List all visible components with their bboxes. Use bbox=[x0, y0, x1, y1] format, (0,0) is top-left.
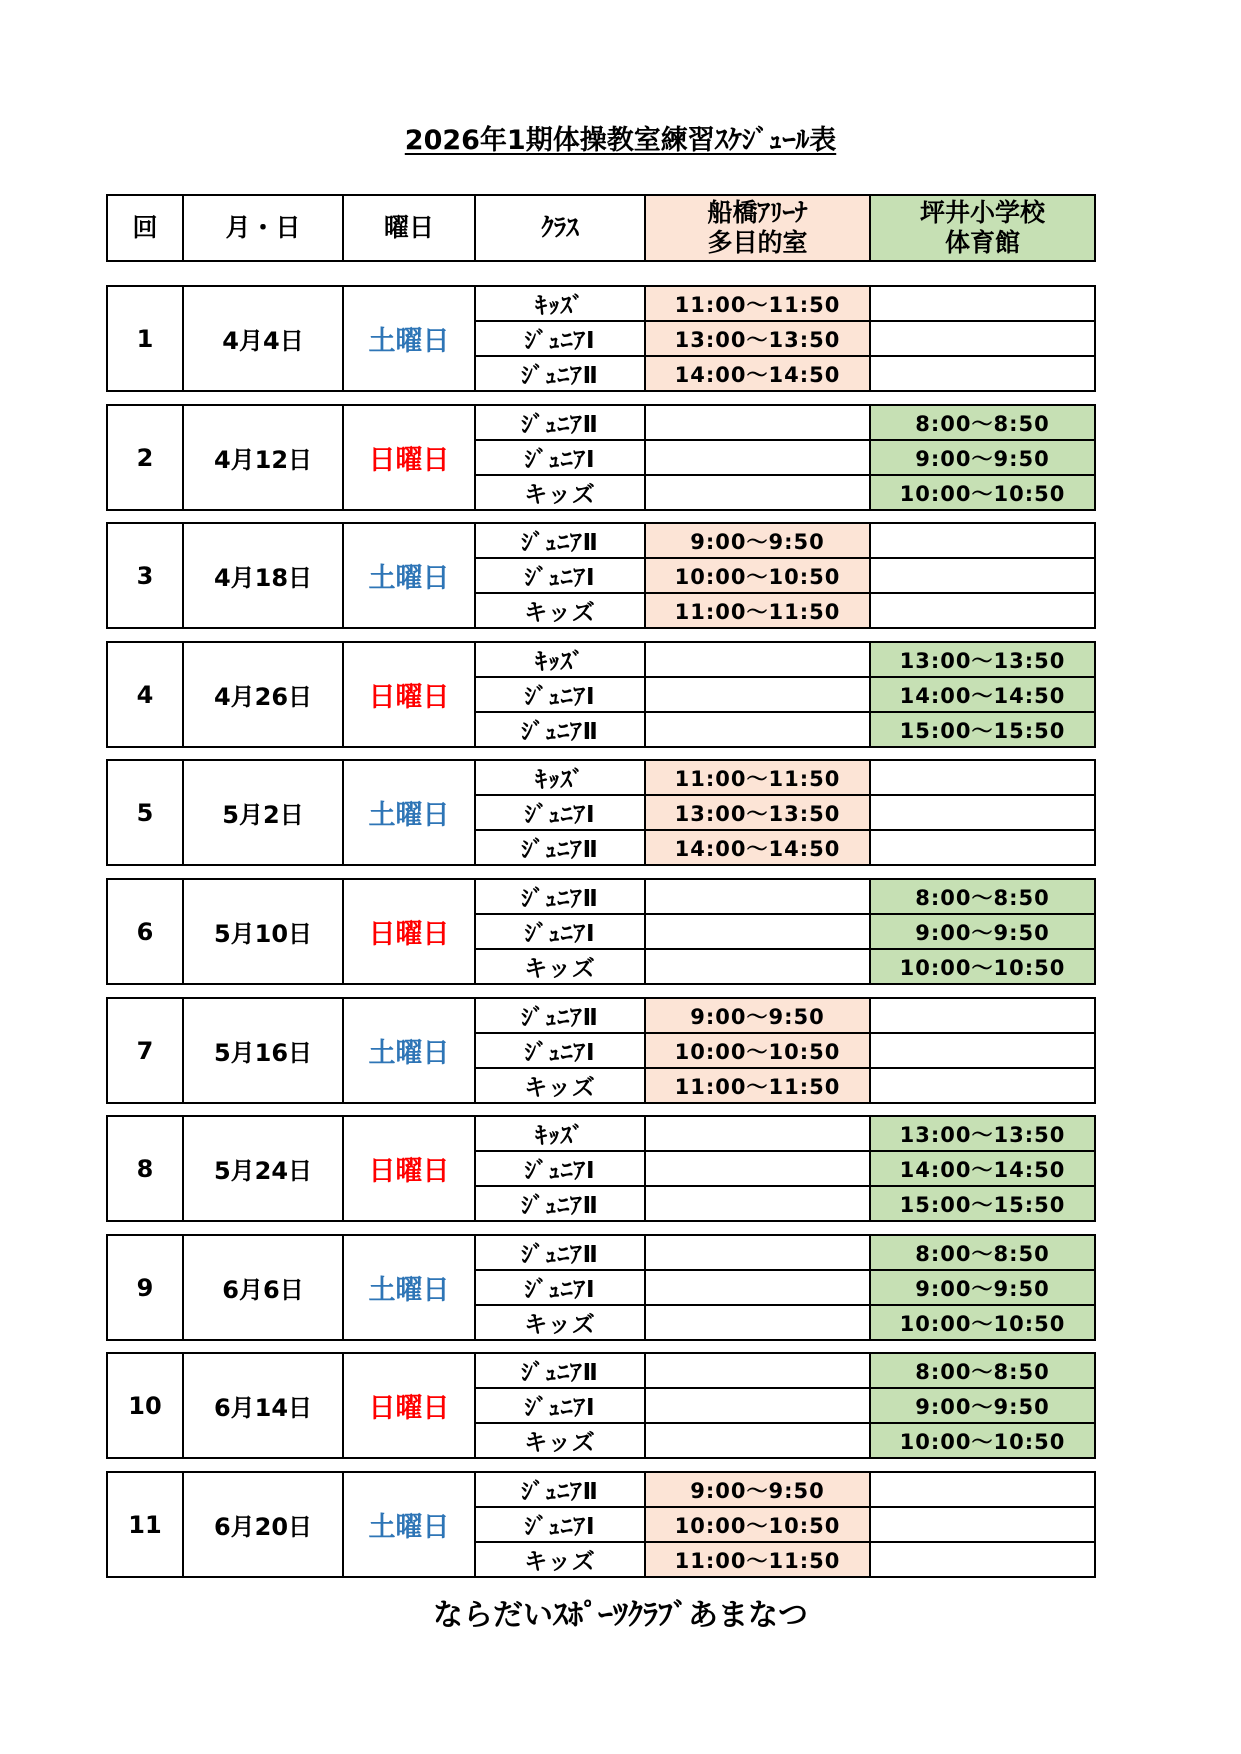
day-sunday: 日曜日 bbox=[343, 1116, 475, 1221]
class-name: ｷｯｽﾞ bbox=[475, 286, 645, 321]
session-number: 4 bbox=[107, 642, 183, 747]
class-name: ｼﾞｭﾆｱⅠ bbox=[475, 440, 645, 475]
session-date: 4月18日 bbox=[183, 523, 343, 628]
venue-a-time: 11:00～11:50 bbox=[645, 286, 870, 321]
session-row bbox=[107, 523, 1095, 558]
session-date: 4月4日 bbox=[183, 286, 343, 391]
session-number: 6 bbox=[107, 879, 183, 984]
page-title-text: 2026年1期体操教室練習ｽｹｼﾞｭｰﾙ表 bbox=[404, 125, 837, 156]
class-name: ｼﾞｭﾆｱⅡ bbox=[475, 879, 645, 914]
venue-b-time bbox=[870, 356, 1095, 391]
class-name: キッズ bbox=[475, 1423, 645, 1458]
venue-a-time: 9:00～9:50 bbox=[645, 1472, 870, 1507]
session-row bbox=[107, 405, 1095, 440]
class-name: ｼﾞｭﾆｱⅠ bbox=[475, 914, 645, 949]
session-date: 4月26日 bbox=[183, 642, 343, 747]
venue-a-time: 11:00～11:50 bbox=[645, 1068, 870, 1103]
venue-a-time bbox=[645, 1388, 870, 1423]
class-name: ｼﾞｭﾆｱⅠ bbox=[475, 1388, 645, 1423]
class-name: ｼﾞｭﾆｱⅡ bbox=[475, 405, 645, 440]
venue-b-time bbox=[870, 321, 1095, 356]
venue-a-time bbox=[645, 1116, 870, 1151]
class-name: ｼﾞｭﾆｱⅡ bbox=[475, 1353, 645, 1388]
session-date: 5月24日 bbox=[183, 1116, 343, 1221]
session-row bbox=[107, 1472, 1095, 1507]
class-name: キッズ bbox=[475, 1068, 645, 1103]
class-name: ｼﾞｭﾆｱⅡ bbox=[475, 523, 645, 558]
venue-a-time bbox=[645, 1151, 870, 1186]
header-venue-a-line1: 船橋ｱﾘｰﾅ bbox=[707, 198, 808, 227]
venue-b-time: 15:00～15:50 bbox=[870, 1186, 1095, 1221]
venue-a-time bbox=[645, 1305, 870, 1340]
class-name: ｷｯｽﾞ bbox=[475, 1116, 645, 1151]
day-saturday: 土曜日 bbox=[343, 1235, 475, 1340]
venue-a-time bbox=[645, 1270, 870, 1305]
venue-a-time bbox=[645, 405, 870, 440]
venue-a-time: 14:00～14:50 bbox=[645, 830, 870, 865]
class-name: キッズ bbox=[475, 1305, 645, 1340]
session-number: 1 bbox=[107, 286, 183, 391]
venue-a-time bbox=[645, 879, 870, 914]
header-date: 月・日 bbox=[183, 195, 343, 261]
day-saturday: 土曜日 bbox=[343, 998, 475, 1103]
day-sunday: 日曜日 bbox=[343, 1353, 475, 1458]
venue-b-time bbox=[870, 1507, 1095, 1542]
venue-b-time bbox=[870, 830, 1095, 865]
class-name: ｷｯｽﾞ bbox=[475, 642, 645, 677]
venue-b-time bbox=[870, 760, 1095, 795]
venue-b-time bbox=[870, 1472, 1095, 1507]
venue-b-time: 9:00～9:50 bbox=[870, 914, 1095, 949]
session-row bbox=[107, 1353, 1095, 1388]
day-saturday: 土曜日 bbox=[343, 523, 475, 628]
venue-a-time bbox=[645, 1235, 870, 1270]
session-number: 9 bbox=[107, 1235, 183, 1340]
venue-b-time: 15:00～15:50 bbox=[870, 712, 1095, 747]
session-block bbox=[106, 522, 1096, 629]
session-date: 6月6日 bbox=[183, 1235, 343, 1340]
venue-b-time bbox=[870, 286, 1095, 321]
venue-a-time bbox=[645, 914, 870, 949]
class-name: キッズ bbox=[475, 949, 645, 984]
venue-a-time bbox=[645, 712, 870, 747]
venue-a-time: 11:00～11:50 bbox=[645, 593, 870, 628]
venue-b-time: 13:00～13:50 bbox=[870, 642, 1095, 677]
venue-b-time: 14:00～14:50 bbox=[870, 1151, 1095, 1186]
class-name: ｼﾞｭﾆｱⅡ bbox=[475, 1235, 645, 1270]
venue-a-time: 9:00～9:50 bbox=[645, 998, 870, 1033]
venue-a-time: 9:00～9:50 bbox=[645, 523, 870, 558]
class-name: ｼﾞｭﾆｱⅠ bbox=[475, 795, 645, 830]
venue-b-time: 10:00～10:50 bbox=[870, 475, 1095, 510]
venue-a-time bbox=[645, 642, 870, 677]
session-date: 5月16日 bbox=[183, 998, 343, 1103]
day-sunday: 日曜日 bbox=[343, 405, 475, 510]
session-block bbox=[106, 997, 1096, 1104]
session-date: 5月2日 bbox=[183, 760, 343, 865]
venue-a-time bbox=[645, 677, 870, 712]
venue-b-time: 9:00～9:50 bbox=[870, 1388, 1095, 1423]
session-block bbox=[106, 1234, 1096, 1341]
class-name: ｼﾞｭﾆｱⅡ bbox=[475, 1472, 645, 1507]
venue-b-time: 10:00～10:50 bbox=[870, 949, 1095, 984]
session-block bbox=[106, 1352, 1096, 1459]
venue-b-time bbox=[870, 558, 1095, 593]
club-name: ならだいｽﾎﾟｰﾂｸﾗﾌﾞあまなつ bbox=[433, 1598, 808, 1633]
venue-a-time: 10:00～10:50 bbox=[645, 1033, 870, 1068]
session-block bbox=[106, 1471, 1096, 1578]
venue-b-time bbox=[870, 523, 1095, 558]
class-name: ｼﾞｭﾆｱⅡ bbox=[475, 998, 645, 1033]
venue-a-time: 11:00～11:50 bbox=[645, 760, 870, 795]
class-name: ｼﾞｭﾆｱⅡ bbox=[475, 830, 645, 865]
session-block bbox=[106, 759, 1096, 866]
header-venue-b-line1: 坪井小学校 bbox=[919, 198, 1045, 227]
venue-a-time bbox=[645, 440, 870, 475]
session-number: 8 bbox=[107, 1116, 183, 1221]
header-row bbox=[107, 195, 1095, 261]
venue-a-time: 14:00～14:50 bbox=[645, 356, 870, 391]
session-row bbox=[107, 879, 1095, 914]
venue-a-time: 10:00～10:50 bbox=[645, 558, 870, 593]
venue-b-time: 14:00～14:50 bbox=[870, 677, 1095, 712]
header-venue-b bbox=[870, 195, 1095, 261]
class-name: ｼﾞｭﾆｱⅡ bbox=[475, 712, 645, 747]
day-sunday: 日曜日 bbox=[343, 879, 475, 984]
session-number: 7 bbox=[107, 998, 183, 1103]
session-row bbox=[107, 760, 1095, 795]
class-name: ｼﾞｭﾆｱⅠ bbox=[475, 677, 645, 712]
class-name: ｼﾞｭﾆｱⅠ bbox=[475, 1033, 645, 1068]
class-name: ｼﾞｭﾆｱⅡ bbox=[475, 356, 645, 391]
venue-b-time: 8:00～8:50 bbox=[870, 879, 1095, 914]
session-number: 5 bbox=[107, 760, 183, 865]
venue-b-time bbox=[870, 1033, 1095, 1068]
venue-b-time: 10:00～10:50 bbox=[870, 1305, 1095, 1340]
venue-b-time: 9:00～9:50 bbox=[870, 440, 1095, 475]
venue-a-time bbox=[645, 1423, 870, 1458]
day-sunday: 日曜日 bbox=[343, 642, 475, 747]
session-row bbox=[107, 1116, 1095, 1151]
header-venue-a bbox=[645, 195, 870, 261]
venue-a-time: 11:00～11:50 bbox=[645, 1542, 870, 1577]
class-name: ｷｯｽﾞ bbox=[475, 760, 645, 795]
class-name: ｼﾞｭﾆｱⅠ bbox=[475, 558, 645, 593]
venue-b-time: 8:00～8:50 bbox=[870, 405, 1095, 440]
venue-b-time: 10:00～10:50 bbox=[870, 1423, 1095, 1458]
session-date: 6月14日 bbox=[183, 1353, 343, 1458]
session-number: 2 bbox=[107, 405, 183, 510]
session-row bbox=[107, 642, 1095, 677]
venue-b-time: 8:00～8:50 bbox=[870, 1235, 1095, 1270]
session-number: 11 bbox=[107, 1472, 183, 1577]
header-no: 回 bbox=[107, 195, 183, 261]
class-name: ｼﾞｭﾆｱⅠ bbox=[475, 321, 645, 356]
venue-a-time bbox=[645, 1186, 870, 1221]
venue-a-time: 13:00～13:50 bbox=[645, 321, 870, 356]
class-name: キッズ bbox=[475, 1542, 645, 1577]
header-venue-b-line2: 体育館 bbox=[944, 228, 1020, 257]
day-saturday: 土曜日 bbox=[343, 286, 475, 391]
venue-b-time bbox=[870, 593, 1095, 628]
session-row bbox=[107, 286, 1095, 321]
venue-b-time: 13:00～13:50 bbox=[870, 1116, 1095, 1151]
session-block bbox=[106, 641, 1096, 748]
venue-b-time bbox=[870, 998, 1095, 1033]
session-row bbox=[107, 998, 1095, 1033]
class-name: ｼﾞｭﾆｱⅠ bbox=[475, 1151, 645, 1186]
session-date: 4月12日 bbox=[183, 405, 343, 510]
venue-a-time: 13:00～13:50 bbox=[645, 795, 870, 830]
schedule-header-table bbox=[106, 194, 1096, 262]
page-title bbox=[0, 118, 1241, 157]
session-block bbox=[106, 1115, 1096, 1222]
header-day: 曜日 bbox=[343, 195, 475, 261]
venue-b-time bbox=[870, 795, 1095, 830]
class-name: ｼﾞｭﾆｱⅡ bbox=[475, 1186, 645, 1221]
day-saturday: 土曜日 bbox=[343, 760, 475, 865]
venue-b-time bbox=[870, 1542, 1095, 1577]
class-name: ｼﾞｭﾆｱⅠ bbox=[475, 1270, 645, 1305]
day-saturday: 土曜日 bbox=[343, 1472, 475, 1577]
session-date: 6月20日 bbox=[183, 1472, 343, 1577]
class-name: ｼﾞｭﾆｱⅠ bbox=[475, 1507, 645, 1542]
venue-a-time bbox=[645, 1353, 870, 1388]
venue-b-time bbox=[870, 1068, 1095, 1103]
venue-a-time bbox=[645, 949, 870, 984]
venue-b-time: 8:00～8:50 bbox=[870, 1353, 1095, 1388]
session-block bbox=[106, 878, 1096, 985]
session-block bbox=[106, 285, 1096, 392]
venue-a-time: 10:00～10:50 bbox=[645, 1507, 870, 1542]
session-row bbox=[107, 1235, 1095, 1270]
class-name: キッズ bbox=[475, 593, 645, 628]
class-name: キッズ bbox=[475, 475, 645, 510]
header-class: ｸﾗｽ bbox=[475, 195, 645, 261]
venue-a-time bbox=[645, 475, 870, 510]
header-venue-a-line2: 多目的室 bbox=[707, 228, 808, 257]
session-number: 3 bbox=[107, 523, 183, 628]
session-date: 5月10日 bbox=[183, 879, 343, 984]
session-block bbox=[106, 404, 1096, 511]
session-number: 10 bbox=[107, 1353, 183, 1458]
venue-b-time: 9:00～9:50 bbox=[870, 1270, 1095, 1305]
